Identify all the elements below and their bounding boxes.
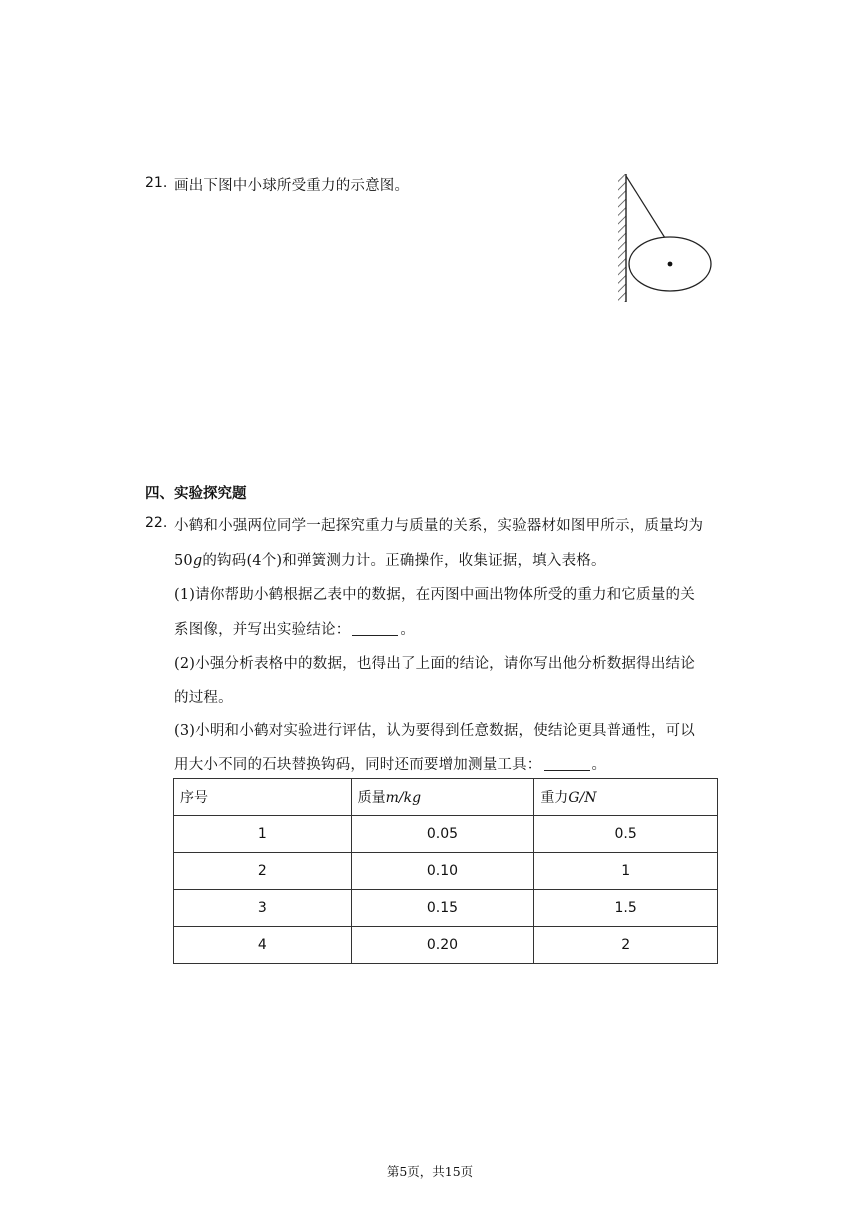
cell-index: 2 xyxy=(174,853,352,890)
cell-index: 4 xyxy=(174,927,352,964)
mass-unit: g xyxy=(192,553,203,569)
question-22-line-1: 小鹤和小强两位同学一起探究重力与质量的关系，实验器材如图甲所示，质量均为 xyxy=(174,518,704,534)
table-header-row xyxy=(174,779,718,816)
cell-index: 3 xyxy=(174,890,352,927)
answer-blank-1[interactable] xyxy=(352,621,398,636)
part-1-line-1: (1)请你帮助小鹤根据乙表中的数据，在丙图中画出物体所受的重力和它质量的关 xyxy=(174,587,695,603)
part-3-line-1: (3)小明和小鹤对实验进行评估，认为要得到任意数据，使结论更具普通性，可以 xyxy=(174,723,695,739)
question-number-22: 22. xyxy=(145,515,168,531)
table-row xyxy=(174,853,718,890)
part-3-line-2-end: 。 xyxy=(591,757,607,773)
cell-mass: 0.15 xyxy=(351,890,534,927)
question-22-line-2-rest: 的钩码(4个)和弹簧测力计。正确操作，收集证据，填入表格。 xyxy=(202,553,606,569)
answer-blank-2[interactable] xyxy=(544,756,590,771)
header-index: 序号 xyxy=(174,779,352,816)
header-mass-label: 质量 xyxy=(357,790,386,806)
part-2-line-1: (2)小强分析表格中的数据，也得出了上面的结论，请你写出他分析数据得出结论 xyxy=(174,656,695,672)
part-1-line-2-end: 。 xyxy=(400,622,416,638)
cell-gravity: 0.5 xyxy=(534,816,718,853)
header-gravity-unit: G/N xyxy=(568,790,597,806)
string xyxy=(626,176,665,238)
cell-gravity: 1.5 xyxy=(534,890,718,927)
table-row xyxy=(174,927,718,964)
header-mass xyxy=(351,779,534,816)
cell-gravity: 1 xyxy=(534,853,718,890)
hanging-ball-figure xyxy=(612,170,718,306)
cell-mass: 0.20 xyxy=(351,927,534,964)
section-heading: 四、实验探究题 xyxy=(145,486,247,502)
question-22-line-2 xyxy=(174,549,606,570)
part-3-line-2 xyxy=(174,753,606,774)
part-1-line-2-text: 系图像，并写出实验结论： xyxy=(174,622,351,638)
header-gravity-label: 重力 xyxy=(540,790,569,806)
table-row xyxy=(174,816,718,853)
table-row xyxy=(174,890,718,927)
header-gravity xyxy=(534,779,718,816)
part-1-line-2 xyxy=(174,618,415,639)
header-mass-unit: m/kg xyxy=(385,790,422,806)
cell-gravity: 2 xyxy=(534,927,718,964)
question-number-21: 21. xyxy=(145,175,168,191)
part-2-line-2: 的过程。 xyxy=(174,690,233,706)
cell-mass: 0.05 xyxy=(351,816,534,853)
ball-center-dot xyxy=(668,262,673,267)
page-footer: 第5页，共15页 xyxy=(386,1164,474,1179)
cell-index: 1 xyxy=(174,816,352,853)
part-3-line-2-text: 用大小不同的石块替换钩码，同时还而要增加测量工具： xyxy=(174,757,542,773)
wall-hatching xyxy=(618,174,626,302)
question-21-text: 画出下图中小球所受重力的示意图。 xyxy=(174,178,410,194)
mass-value: 50 xyxy=(174,553,193,569)
data-table xyxy=(173,778,718,964)
cell-mass: 0.10 xyxy=(351,853,534,890)
